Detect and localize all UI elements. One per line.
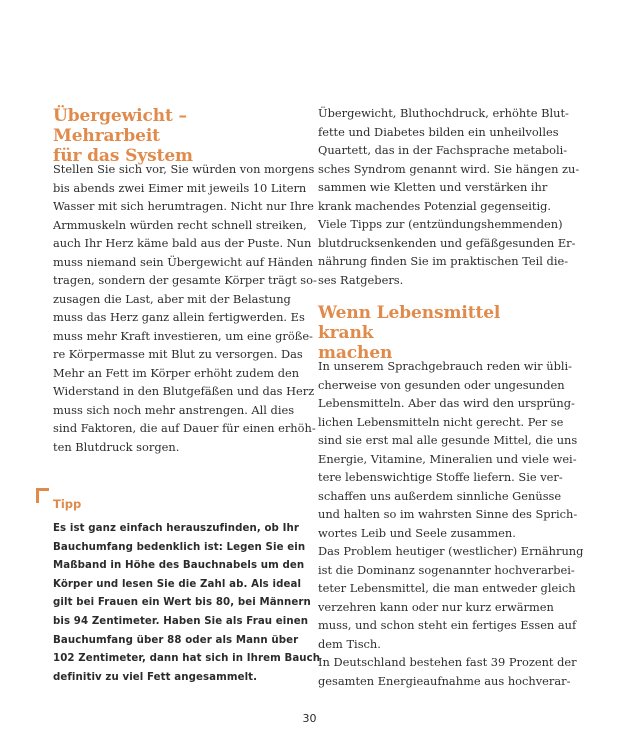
text-line: In unserem Sprachgebrauch reden wir übli-: [318, 359, 572, 373]
text-line: Quartett, das in der Fachsprache metaboli-: [318, 143, 568, 157]
text-line: wortes Leib und Seele zusammen.: [318, 525, 516, 540]
tip-label: Tipp: [53, 497, 82, 511]
text-line: muss niemand sein Übergewicht auf Händen: [53, 254, 314, 269]
text-line: sind sie erst mal alle gesunde Mittel, die uns: [318, 433, 578, 447]
text-line: Energie, Vitamine, Mineralien und viele wei-: [318, 451, 577, 466]
tip-line: Bauchumfang über 88 oder als Mann über: [53, 634, 299, 646]
text-line: zusagen die Last, aber mit der Belastung: [53, 291, 291, 306]
tip-line: gilt bei Frauen ein Wert bis 80, bei Männern: [53, 597, 311, 609]
heading-line: Übergewicht – Mehrarbeit: [53, 106, 187, 146]
tip-line: Körper und lesen Sie die Zahl ab. Als ideal: [53, 578, 302, 590]
text-line: krank machendes Potenzial gegenseitig.: [318, 198, 552, 213]
text-line: und halten so im wahrsten Sinne des Sprich-: [318, 507, 578, 521]
tip-line: 102 Zentimeter, dann hat sich in Ihrem Bauch: [53, 653, 321, 665]
body-paragraph: [318, 357, 583, 690]
heading-line: Wenn Lebensmittel krank: [318, 303, 501, 343]
heading-line: für das System: [53, 146, 193, 166]
text-line: ses Ratgebers.: [318, 272, 404, 287]
text-line: Armmuskeln würden recht schnell streiken,: [53, 217, 307, 232]
text-line: ten Blutdruck sorgen.: [53, 439, 180, 454]
text-line: muss, und schon steht ein fertiges Essen auf: [318, 618, 577, 632]
text-line: schaffen uns außerdem sinnliche Genüsse: [318, 488, 562, 503]
text-line: Wasser mit sich herumtragen. Nicht nur Ihre: [53, 199, 314, 213]
text-line: Mehr an Fett im Körper erhöht zudem den: [53, 365, 300, 380]
text-line: ist die Dominanz sogenannter hochverarbei-: [318, 562, 575, 577]
text-line: teter Lebensmittel, die man entweder gleich: [318, 581, 576, 595]
text-line: dem Tisch.: [318, 636, 381, 651]
text-line: Das Problem heutiger (westlicher) Ernährung: [318, 544, 584, 558]
text-line: fette und Diabetes bilden ein unheilvolles: [318, 124, 559, 139]
intro-paragraph: [318, 104, 579, 289]
text-line: Viele Tipps zur (entzündungshemmenden): [318, 217, 563, 231]
body-paragraph: [53, 160, 317, 456]
tip-box: [36, 488, 321, 688]
text-line: muss sich noch mehr anstrengen. All dies: [53, 402, 295, 417]
text-line: sches Syndrom genannt wird. Sie hängen zu-: [318, 161, 580, 176]
text-line: re Körpermasse mit Blut zu versorgen. Das: [53, 347, 303, 361]
text-line: nährung finden Sie im praktischen Teil die-: [318, 254, 569, 268]
tip-line: bis 94 Zentimeter. Haben Sie als Frau einen: [53, 615, 309, 627]
page-number: 30: [302, 712, 317, 725]
tip-line: Es ist ganz einfach herauszufinden, ob Ihr: [53, 523, 299, 534]
heading-line: machen: [318, 343, 393, 363]
text-line: In Deutschland bestehen fast 39 Prozent der: [318, 655, 577, 669]
section-heading-lebensmittel: [318, 303, 558, 363]
text-line: Stellen Sie sich vor, Sie würden von morgens: [53, 162, 315, 176]
text-line: bis abends zwei Eimer mit jeweils 10 Litern: [53, 180, 307, 195]
text-line: cherweise von gesunden oder ungesunden: [318, 377, 565, 392]
text-line: sind Faktoren, die auf Dauer für einen erhöh-: [53, 421, 316, 435]
tip-line: definitiv zu viel Fett angesammelt.: [53, 671, 258, 683]
text-line: gesamten Energieaufnahme aus hochverar-: [318, 673, 571, 688]
text-line: lichen Lebensmitteln nicht gerecht. Per se: [318, 414, 564, 429]
text-line: tere lebenswichtige Stoffe liefern. Sie ver-: [318, 470, 563, 484]
section-heading-uebergewicht: [53, 106, 293, 166]
tip-text: [53, 520, 320, 687]
text-line: Übergewicht, Bluthochdruck, erhöhte Blut-: [318, 106, 569, 120]
tip-line: Maßband in Höhe des Bauchnabels um den: [53, 560, 305, 572]
text-line: muss das Herz ganz allein fertigwerden. Es: [53, 310, 305, 324]
text-line: blutdrucksenkenden und gefäßgesunden Er-: [318, 235, 576, 250]
tip-line: Bauchumfang bedenklich ist: Legen Sie ein: [53, 541, 306, 553]
text-line: Widerstand in den Blutgefäßen und das Herz: [53, 384, 315, 398]
text-line: muss mehr Kraft investieren, um eine größe-: [53, 328, 313, 343]
text-line: tragen, sondern der gesamte Körper trägt so-: [53, 273, 317, 287]
text-line: verzehren kann oder nur kurz erwärmen: [318, 599, 554, 614]
text-line: sammen wie Kletten und verstärken ihr: [318, 180, 548, 194]
text-line: Lebensmitteln. Aber das wird den ursprüng-: [318, 396, 575, 410]
text-line: auch Ihr Herz käme bald aus der Puste. Nun: [53, 236, 312, 250]
tip-corner-bracket-icon: [36, 488, 49, 503]
